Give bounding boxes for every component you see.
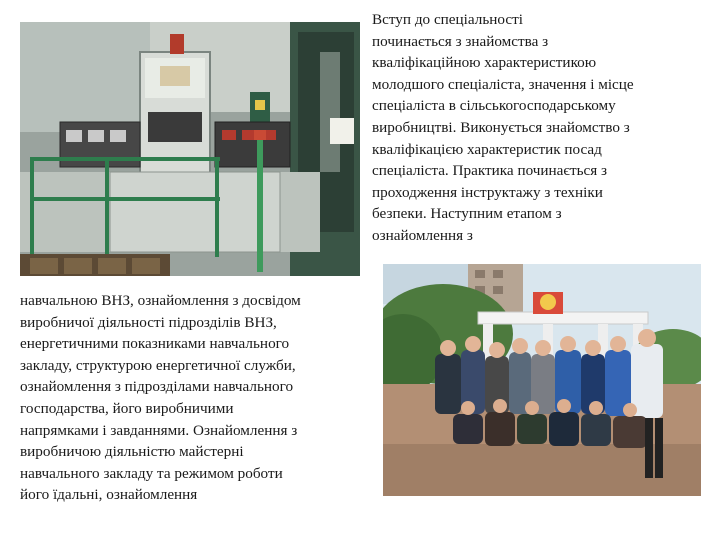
continuation-paragraph: навчальною ВНЗ, ознайомлення з досвідом виробничої діяльності підрозділів ВНЗ, енергетичними показниками навчального закладу, структурою енергетичної служби, ознайомлення з підрозділами навчального господарства, його виробничими напрямками і завданнями. Ознайомлення з виробничою діяльністю майстерні навчального закладу та режимом роботи його їдальні, ознайомлення (20, 292, 301, 504)
intro-paragraph: Вступ до спеціальності починається з знайомства з кваліфікаційною характеристикою молодшого спеціаліста, значення і місце спеціаліста в сільськогосподарському виробництві. Виконується знайомство з кваліфікацією характеристик посад спеціаліста. Практика починається з проходження інструктажу з техніки безпеки. Наступним етапом з ознайомлення з (372, 11, 634, 244)
substation-photo (20, 22, 360, 276)
students-group-photo (383, 264, 701, 496)
